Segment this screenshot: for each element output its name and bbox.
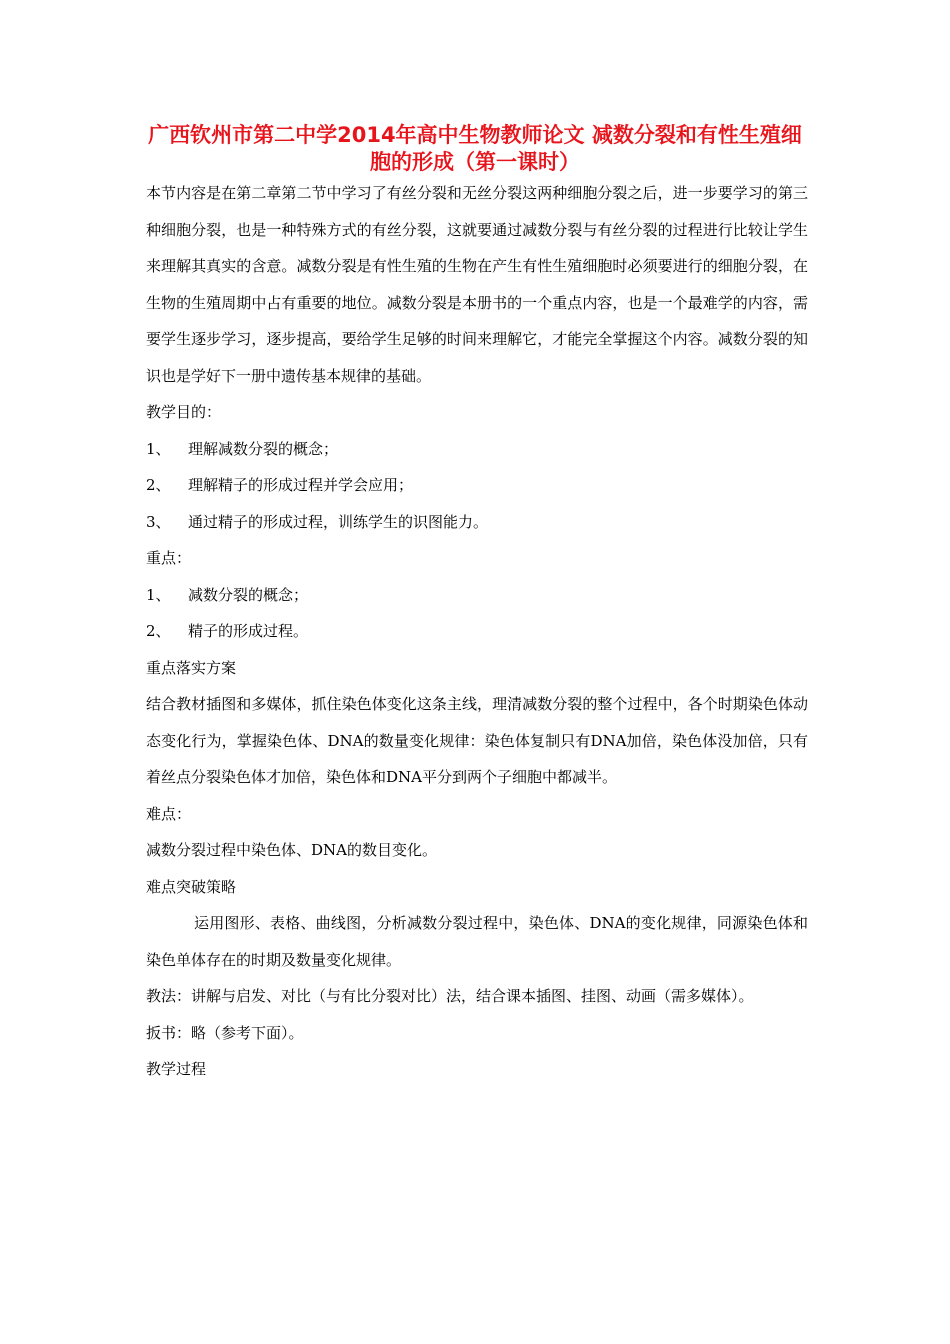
difficulty-heading: 难点：: [146, 804, 192, 823]
key-point-number: 2、: [146, 622, 171, 640]
objective-number: 2、: [146, 476, 171, 494]
key-plan-paragraph: 结合教材插图和多媒体，抓住染色体变化这条主线，理清减数分裂的整个过程中，各个时期染色体动态变化行为，掌握染色体、DNA的数量变化规律：染色体复制只有DNA加倍，染色体没加倍，只有着丝点分裂染色体才加倍，染色体和DNA平分到两个子细胞中都减半。: [146, 695, 808, 786]
method-paragraph: 教法：讲解与启发、对比（与有比分裂对比）法，结合课本插图、挂图、动画（需多媒体）。: [146, 987, 754, 1005]
difficulty-strategy-paragraph: 运用图形、表格、曲线图，分析减数分裂过程中，染色体、DNA的变化规律，同源染色体和染色单体存在的时期及数量变化规律。: [146, 914, 808, 969]
objective-number: 1、: [146, 439, 171, 458]
objective-item: [146, 467, 808, 504]
document-title: 广西钦州市第二中学2014年高中生物教师论文 减数分裂和有性生殖细胞的形成（第一课时）: [148, 123, 802, 174]
intro-paragraph: 本节内容是在第二章第二节中学习了有丝分裂和无丝分裂这两种细胞分裂之后，进一步要学习的第三种细胞分裂，也是一种特殊方式的有丝分裂，这就要通过减数分裂与有丝分裂的过程进行比较让学生来理解其真实的含意。减数分裂是有性生殖的生物在产生有性生殖细胞时必须要进行的细胞分裂，在生物的生殖周期中占有重要的地位。减数分裂是本册书的一个重点内容，也是一个最难学的内容，需要学生逐步学习，逐步提高，要给学生足够的时间来理解它，才能完全掌握这个内容。减数分裂的知识也是学好下一册中遗传基本规律的基础。: [146, 184, 808, 385]
objective-text: 理解精子的形成过程并学会应用；: [188, 476, 414, 494]
board-text: 扳书：略（参考下面）。: [146, 1023, 304, 1042]
document-body: [146, 175, 808, 1088]
objective-item: [146, 504, 808, 541]
key-points-heading: 重点：: [146, 549, 192, 567]
process-heading: 教学过程: [146, 1060, 207, 1078]
objective-text: 理解减数分裂的概念；: [188, 439, 339, 458]
difficulty-strategy-heading: 难点突破策略: [146, 877, 237, 896]
objective-number: 3、: [146, 512, 171, 531]
key-plan-heading: 重点落实方案: [146, 658, 237, 677]
objective-item: [146, 431, 808, 468]
difficulty-text: 减数分裂过程中染色体、DNA的数目变化。: [146, 841, 437, 859]
key-point-text: 精子的形成过程。: [188, 622, 309, 640]
key-point-item: [146, 613, 808, 650]
key-point-text: 减数分裂的概念；: [188, 585, 309, 604]
objective-text: 通过精子的形成过程，训练学生的识图能力。: [188, 512, 489, 531]
objectives-heading: 教学目的：: [146, 403, 222, 421]
key-point-item: [146, 577, 808, 614]
key-point-number: 1、: [146, 585, 171, 604]
